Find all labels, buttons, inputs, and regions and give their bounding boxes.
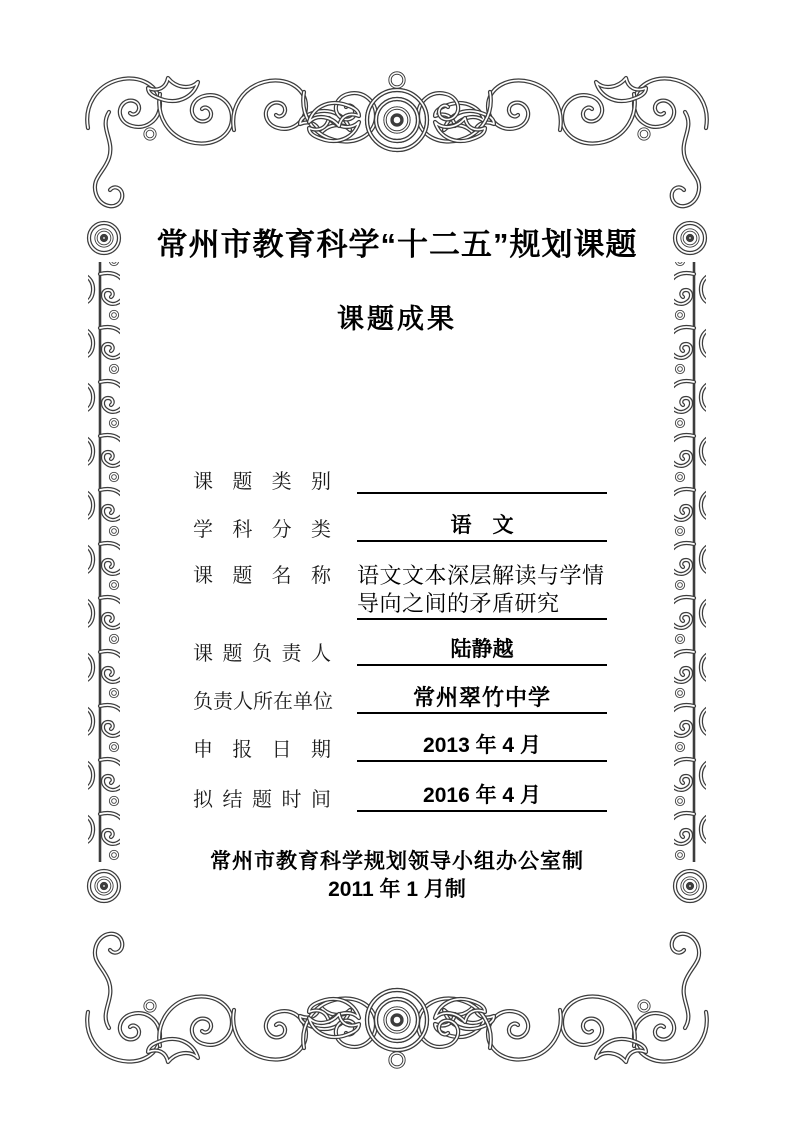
organization-value: 常州翠竹中学 <box>412 685 551 710</box>
form-row-subject <box>193 512 607 542</box>
finish-date-value: 2016 年 4 月 <box>423 784 541 807</box>
category-value-line <box>357 464 607 494</box>
project-name-line1: 语文文本深层解读与学情 <box>357 563 605 588</box>
leader-value-line <box>357 636 607 666</box>
form-row-organization <box>193 684 607 714</box>
form-row-apply-date <box>193 732 607 762</box>
project-name-line2: 导向之间的矛盾研究 <box>357 591 560 616</box>
apply-date-value-line <box>357 732 607 762</box>
form-row-project-name <box>193 562 607 620</box>
category-label: 课 题 类 别 <box>193 469 331 493</box>
apply-date-label: 申 报 日 期 <box>193 737 331 761</box>
finish-date-value-line <box>357 782 607 812</box>
apply-date-value: 2013 年 4 月 <box>423 734 541 757</box>
page-title: 常州市教育科学“十二五”规划课题 <box>156 227 638 262</box>
issuing-office-line: 常州市教育科学规划领导小组办公室制 <box>210 850 584 873</box>
form-row-category <box>193 464 607 494</box>
subject-label: 学 科 分 类 <box>193 517 331 541</box>
leader-value: 陆静越 <box>450 638 514 661</box>
project-name-label: 课 题 名 称 <box>193 563 331 587</box>
subject-value-line <box>357 512 607 542</box>
organization-label: 负 责 人 所 在 单 位 <box>193 689 333 713</box>
page-subtitle: 课题成果 <box>337 304 457 334</box>
form-row-leader <box>193 636 607 666</box>
print-date-line: 2011 年 1 月制 <box>328 878 466 901</box>
organization-value-line <box>357 684 607 714</box>
finish-date-label: 拟 结 题 时 间 <box>193 787 331 811</box>
leader-label: 课 题 负 责 人 <box>193 641 331 665</box>
subject-value: 语 文 <box>450 514 514 537</box>
form-row-finish-date <box>193 782 607 812</box>
project-name-value-line <box>357 562 607 620</box>
